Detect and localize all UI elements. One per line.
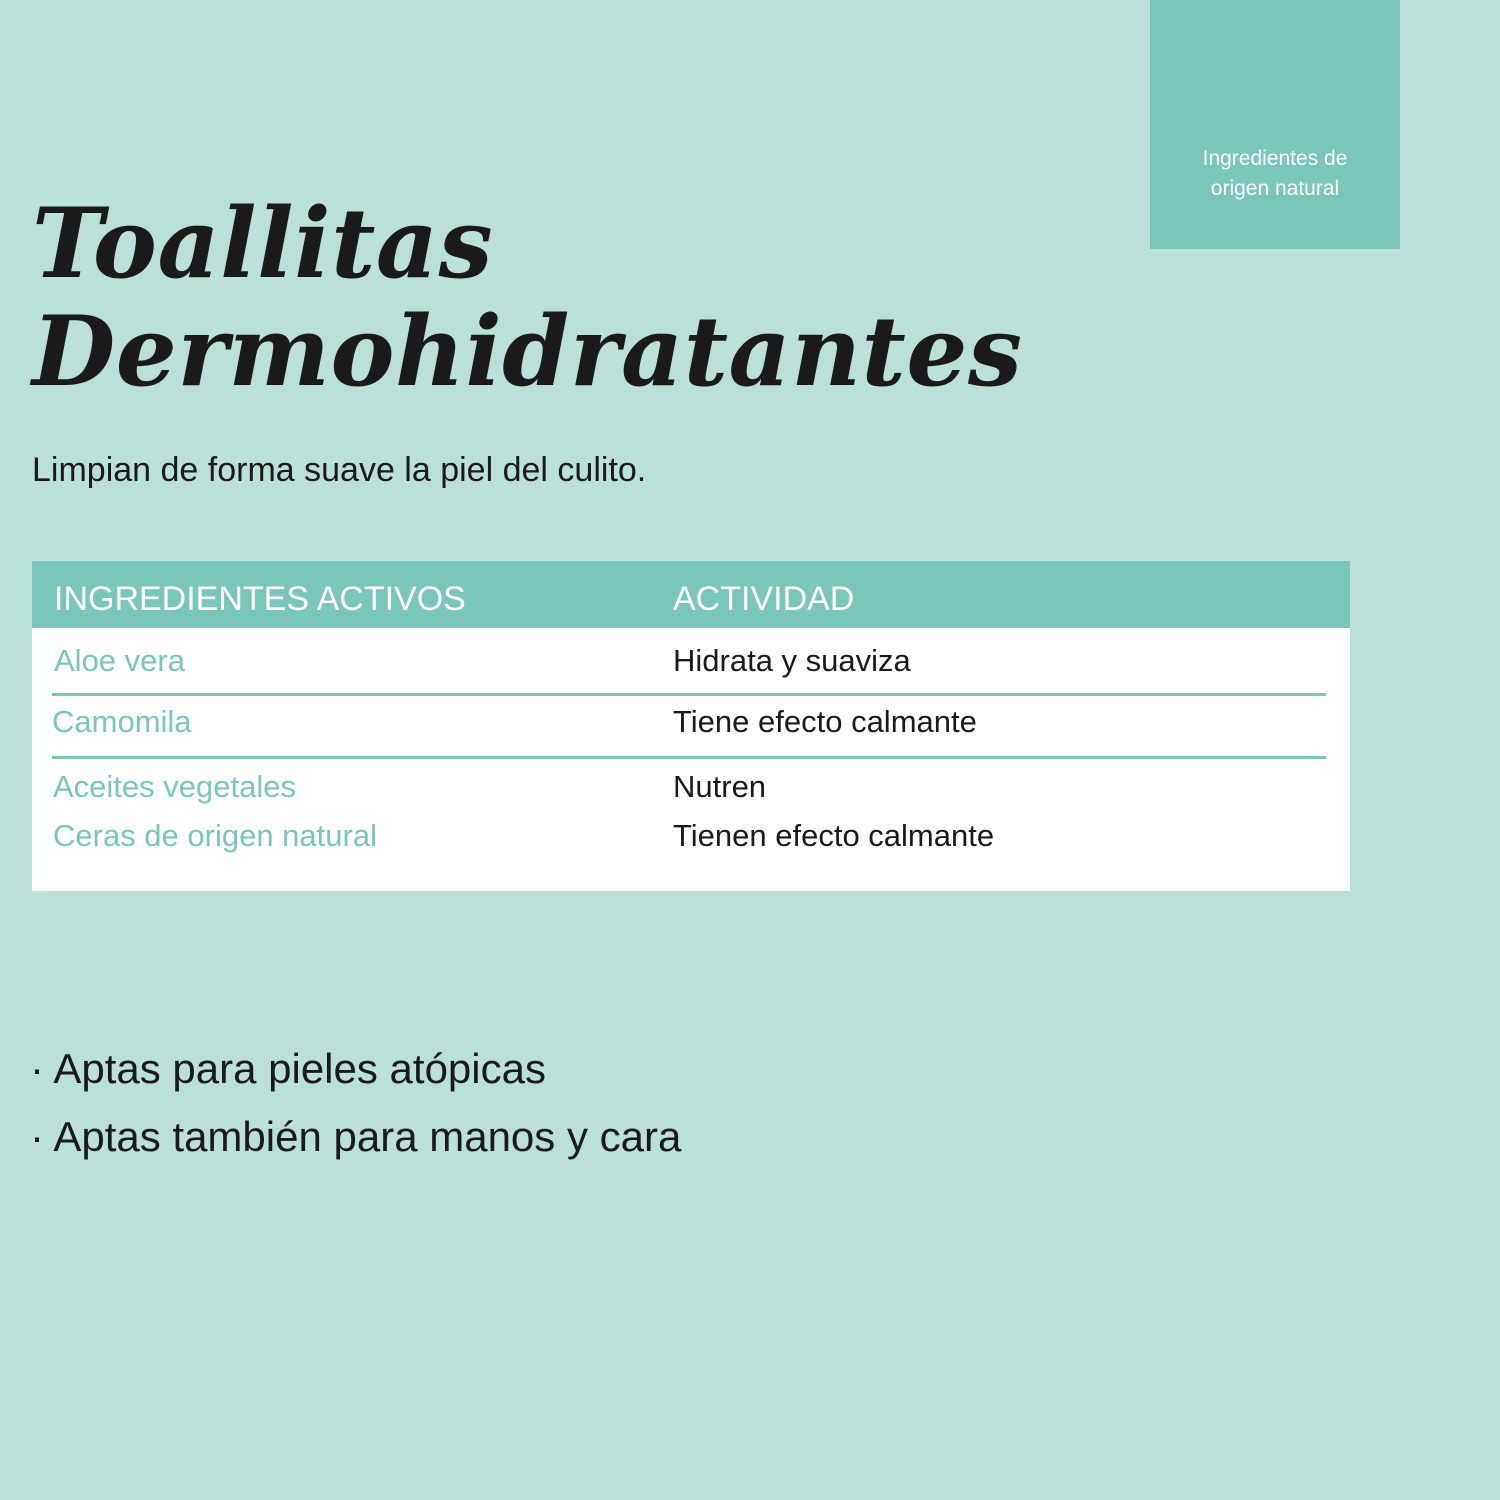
ingredient-cell: Aceites vegetales	[53, 769, 296, 804]
row-divider	[52, 693, 1326, 696]
page-title	[32, 187, 1023, 408]
feature-list	[30, 1035, 681, 1171]
activity-cell: Tienen efecto calmante	[673, 818, 995, 853]
ingredient-cell: Ceras de origen natural	[53, 818, 377, 853]
table-header	[32, 561, 1350, 628]
title-line-1: Toallitas	[32, 187, 494, 300]
ingredient-cell: Camomila	[52, 704, 192, 739]
subtitle: Limpian de forma suave la piel del culito.	[32, 451, 647, 489]
row-divider	[52, 756, 1326, 759]
origin-badge	[1150, 0, 1400, 249]
header-ingredients: INGREDIENTES ACTIVOS	[54, 580, 466, 618]
badge-line-2: origen natural	[1210, 177, 1340, 200]
badge-text	[1175, 144, 1375, 204]
list-item: · Aptas para pieles atópicas	[30, 1045, 546, 1092]
list-item: · Aptas también para manos y cara	[30, 1113, 682, 1160]
activity-cell: Tiene efecto calmante	[673, 704, 977, 739]
ingredient-cell: Aloe vera	[54, 643, 185, 678]
badge-line-1: Ingredientes de	[1202, 147, 1348, 170]
activity-cell: Hidrata y suaviza	[673, 643, 911, 678]
title-line-2: Dermohidratantes	[32, 295, 1023, 408]
ingredients-table	[32, 561, 1350, 891]
activity-cell: Nutren	[673, 769, 767, 804]
header-activity: ACTIVIDAD	[673, 580, 855, 618]
